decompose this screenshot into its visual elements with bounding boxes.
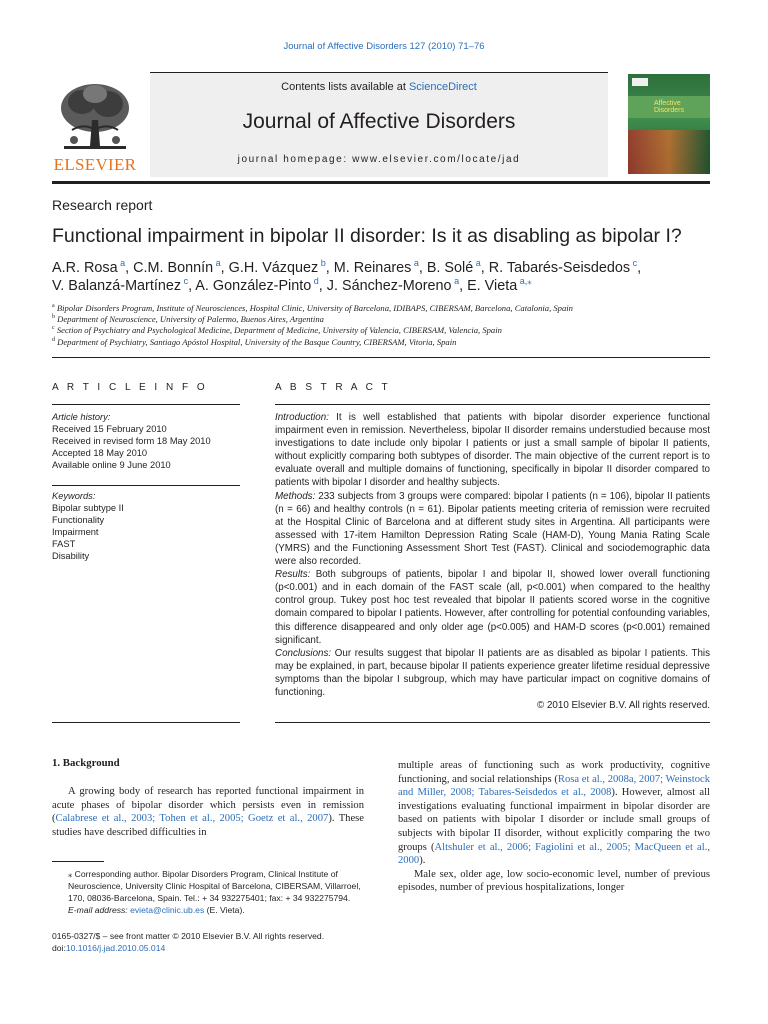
author-name: A.R. Rosa (52, 259, 118, 276)
affiliation-text: Department of Neuroscience, University of Palermo, Buenos Aires, Argentina (57, 314, 324, 324)
citation-link[interactable]: Rosa et al., 2008a, 2007; Weinstock and Miller, 2008; Tabares-Seisdedos et al., 2008 (398, 773, 710, 799)
author-separator: , (220, 259, 229, 276)
footnote-marker: ⁎ (68, 869, 73, 879)
body-text: multiple areas of functioning such as work productivity, cognitive functioning, and social relationships ( (398, 760, 710, 785)
cover-picture (628, 130, 710, 174)
introduction-label: Introduction: (275, 412, 329, 423)
abstract-body (275, 411, 710, 712)
author-name: R. Tabarés-Seisdedos (488, 259, 631, 276)
methods-label: Methods: (275, 490, 316, 502)
keyword: Impairment (52, 527, 99, 537)
article-info-bottom-rule (52, 722, 240, 723)
authors-line-1 (52, 258, 641, 276)
front-matter (52, 930, 324, 954)
author-affiliation-marker[interactable]: a (411, 258, 419, 268)
body-text: ). (419, 855, 426, 867)
doi-link[interactable]: 10.1016/j.jad.2010.05.014 (65, 943, 166, 953)
affiliation-b (52, 314, 324, 324)
affiliation-text: Bipolar Disorders Program, Institute of Neurosciences, Hospital Clinic, University of Barcelona, IDIBAPS, CIBERSAM, Barcelona, Catalonia, Spain (56, 303, 573, 313)
contents-prefix: Contents lists available at (281, 81, 409, 93)
conclusions-text: Our results suggest that bipolar II patients are as disabled as bipolar I patients. This may be explained, in part, because bipolar II patients experience greater lifetime residual depressive symptoms than the bipolar I subgroup, which may have particular impact on cognitive domains of functioning. (275, 647, 710, 698)
affiliation-marker: a (52, 303, 55, 310)
author-separator: , (637, 259, 642, 276)
author-affiliation-marker[interactable]: a (213, 258, 221, 268)
citation-link[interactable]: Calabrese et al., 2003; Tohen et al., 2005; Goetz et al., 2007 (55, 813, 329, 825)
affiliation-marker: b (52, 314, 55, 321)
cover-title: Affective Disorders (654, 100, 684, 114)
author-affiliation-marker[interactable]: a (117, 258, 126, 268)
author-separator: , (125, 259, 134, 276)
body-text: A growing body of research has reported functional impairment in acute phases of bipolar disorder which persists even in remission ( (52, 786, 364, 825)
keyword: FAST (52, 539, 76, 549)
body-text: ). However, almost all investigations evaluating functional impairment in bipolar disorder are based on patients with bipolar I disorder or include small groups of subjects with bipolar II disorder, without explicitly comparing the two groups ( (398, 787, 710, 853)
corresponding-author-footnote (52, 868, 364, 916)
keyword: Functionality (52, 515, 105, 525)
author-name: M. Reinares (333, 259, 412, 276)
conclusions-label: Conclusions: (275, 647, 332, 659)
footnote-rule (52, 861, 104, 862)
author-name: C.M. Bonnín (133, 259, 214, 276)
article-type: Research report (52, 197, 153, 213)
body-column-left (52, 785, 364, 839)
author-separator: , (188, 277, 196, 294)
author-name: V. Balanzá-Martínez (52, 277, 182, 294)
contents-available-line (150, 81, 608, 93)
affiliation-a (52, 303, 573, 313)
section-heading-background: 1. Background (52, 757, 120, 769)
body-column-right (398, 759, 710, 895)
body-paragraph: Male sex, older age, low socio-economic level, number of previous episodes, number of previous hospitalizations, longer (398, 868, 710, 894)
abstract-heading: A B S T R A C T (275, 382, 391, 393)
affiliation-text: Section of Psychiatry and Psychological Medicine, Department of Medicine, University of Valencia, CIBERSAM, Valencia, Spain (56, 325, 502, 335)
keywords-label: Keywords: (52, 491, 96, 501)
author-name: B. Solé (426, 259, 474, 276)
author-affiliation-marker[interactable]: a (451, 276, 460, 286)
article-info-rule (52, 404, 240, 405)
email-link[interactable]: evieta@clinic.ub.es (130, 905, 205, 915)
header-rule (52, 181, 710, 184)
author-affiliation-marker[interactable]: d (311, 276, 319, 286)
email-suffix: (E. Vieta). (204, 905, 245, 915)
author-name: J. Sánchez-Moreno (326, 277, 452, 294)
introduction-text: It is well established that patients with bipolar disorder experience functional impairment even in remission. Nevertheless, bipolar II disorder remains understudied because most investigations to date include only bipolar I patients or just a small sample of bipolar II patients, without explicitly comparing both subtypes of disorder. The main objective of the current report is to evaluate overall and multiple domains of functioning, specifically in bipolar II disorder compared to patients with bipolar I disorder and healthy subjects. (275, 412, 710, 489)
elsevier-tree-logo-icon (52, 80, 138, 158)
affiliation-d (52, 337, 456, 347)
email-label: E-mail address: (68, 905, 128, 915)
affiliation-marker: d (52, 337, 55, 344)
results-label: Results: (275, 569, 311, 581)
journal-citation-link[interactable]: Journal of Affective Disorders 127 (2010) 71–76 (283, 41, 485, 52)
abstract-methods (275, 490, 710, 569)
author-affiliation-marker[interactable]: a (473, 258, 481, 268)
footnote-text: Corresponding author. Bipolar Disorders Program, Clinical Institute of Neuroscience, University Clinic Hospital of Barcelona, CIBERSAM, Villarroel, 170, 08036-Barcelona, Spain. Tel.: + 34 932275401; fax: + 34 932275794. (68, 869, 361, 903)
methods-text: 233 subjects from 3 groups were compared: bipolar I patients (n = 106), bipolar II patients (n = 66) and healthy controls (n = 61). Bipolar patients meeting criteria of remission were recruited at the Hospital Clinic of Barcelona and at different study sites in Argentina. All participants were assessed with 17-item Hamilton Depression Rating Scale (HAM-D), Young Mania Rating Scale (YMRS) and the Functioning Assessment Short Test (FAST). Clinical and sociodemographic data were also recorded. (275, 490, 710, 568)
article-info-divider (52, 485, 240, 486)
elsevier-wordmark: ELSEVIER (53, 155, 137, 174)
history-received: Received 15 February 2010 (52, 424, 167, 434)
history-accepted: Accepted 18 May 2010 (52, 448, 148, 458)
author-separator: , (325, 259, 334, 276)
citation-link[interactable]: Altshuler et al., 2006; Fagiolini et al., 2005; MacQueen et al., 2000 (398, 841, 710, 867)
author-affiliation-marker[interactable]: a,⁎ (517, 276, 532, 286)
author-name: G.H. Vázquez (228, 259, 319, 276)
doi-label: doi: (52, 943, 66, 953)
abstract-results (275, 568, 710, 647)
author-affiliation-marker[interactable]: b (318, 258, 326, 268)
affiliation-rule (52, 357, 710, 358)
author-affiliation-marker[interactable]: c (630, 258, 638, 268)
body-text: ). These studies have described difficulties in (52, 813, 364, 838)
authors-line-2 (52, 276, 532, 294)
affiliation-c (52, 325, 502, 335)
article-info-heading: A R T I C L E I N F O (52, 382, 208, 393)
history-online: Available online 9 June 2010 (52, 460, 171, 470)
copyright-notice: © 2010 Elsevier B.V. All rights reserved. (537, 700, 710, 712)
sciencedirect-link[interactable]: ScienceDirect (408, 81, 477, 93)
history-revised: Received in revised form 18 May 2010 (52, 436, 211, 446)
author-affiliation-marker[interactable]: c (181, 276, 189, 286)
affiliation-marker: c (52, 325, 55, 332)
keyword: Disability (52, 551, 90, 561)
affiliation-text: Department of Psychiatry, Santiago Apóstol Hospital, University of the Basque Country, CIBERSAM, Vitoria, Spain (57, 337, 457, 347)
journal-cover-image (628, 74, 710, 174)
article-title: Functional impairment in bipolar II disorder: Is it as disabling as bipolar I? (52, 225, 682, 247)
author-separator: , (459, 277, 468, 294)
cover-logo (632, 78, 648, 86)
front-matter-line: 0165-0327/$ – see front matter © 2010 Elsevier B.V. All rights reserved. (52, 931, 325, 941)
abstract-rule (275, 404, 710, 405)
journal-homepage[interactable]: journal homepage: www.elsevier.com/locate/jad (237, 154, 521, 165)
author-name: A. González-Pinto (195, 277, 312, 294)
keyword: Bipolar subtype II (52, 503, 124, 513)
author-separator: , (418, 259, 427, 276)
author-separator: , (318, 277, 327, 294)
abstract-introduction (275, 411, 710, 490)
results-text: Both subgroups of patients, bipolar I and bipolar II, showed lower overall functioning (p<0.001) and in each domain of the FAST scale (all, p<0.001) when compared to the healthy control group. Tukey post hoc test revealed that bipolar II patients scored worse in the cognitive domain compared to bipolar I patients. However, after controlling for potential confounding variables, this difference disappeared and only older age (p<0.005) and HAM-D scores (p<0.001) remained significant. (275, 569, 710, 646)
history-label: Article history: (52, 412, 111, 422)
journal-name: Journal of Affective Disorders (242, 110, 516, 133)
author-name: E. Vieta (467, 277, 518, 294)
author-separator: , (480, 259, 489, 276)
abstract-bottom-rule (275, 722, 710, 723)
abstract-conclusions (275, 647, 710, 699)
